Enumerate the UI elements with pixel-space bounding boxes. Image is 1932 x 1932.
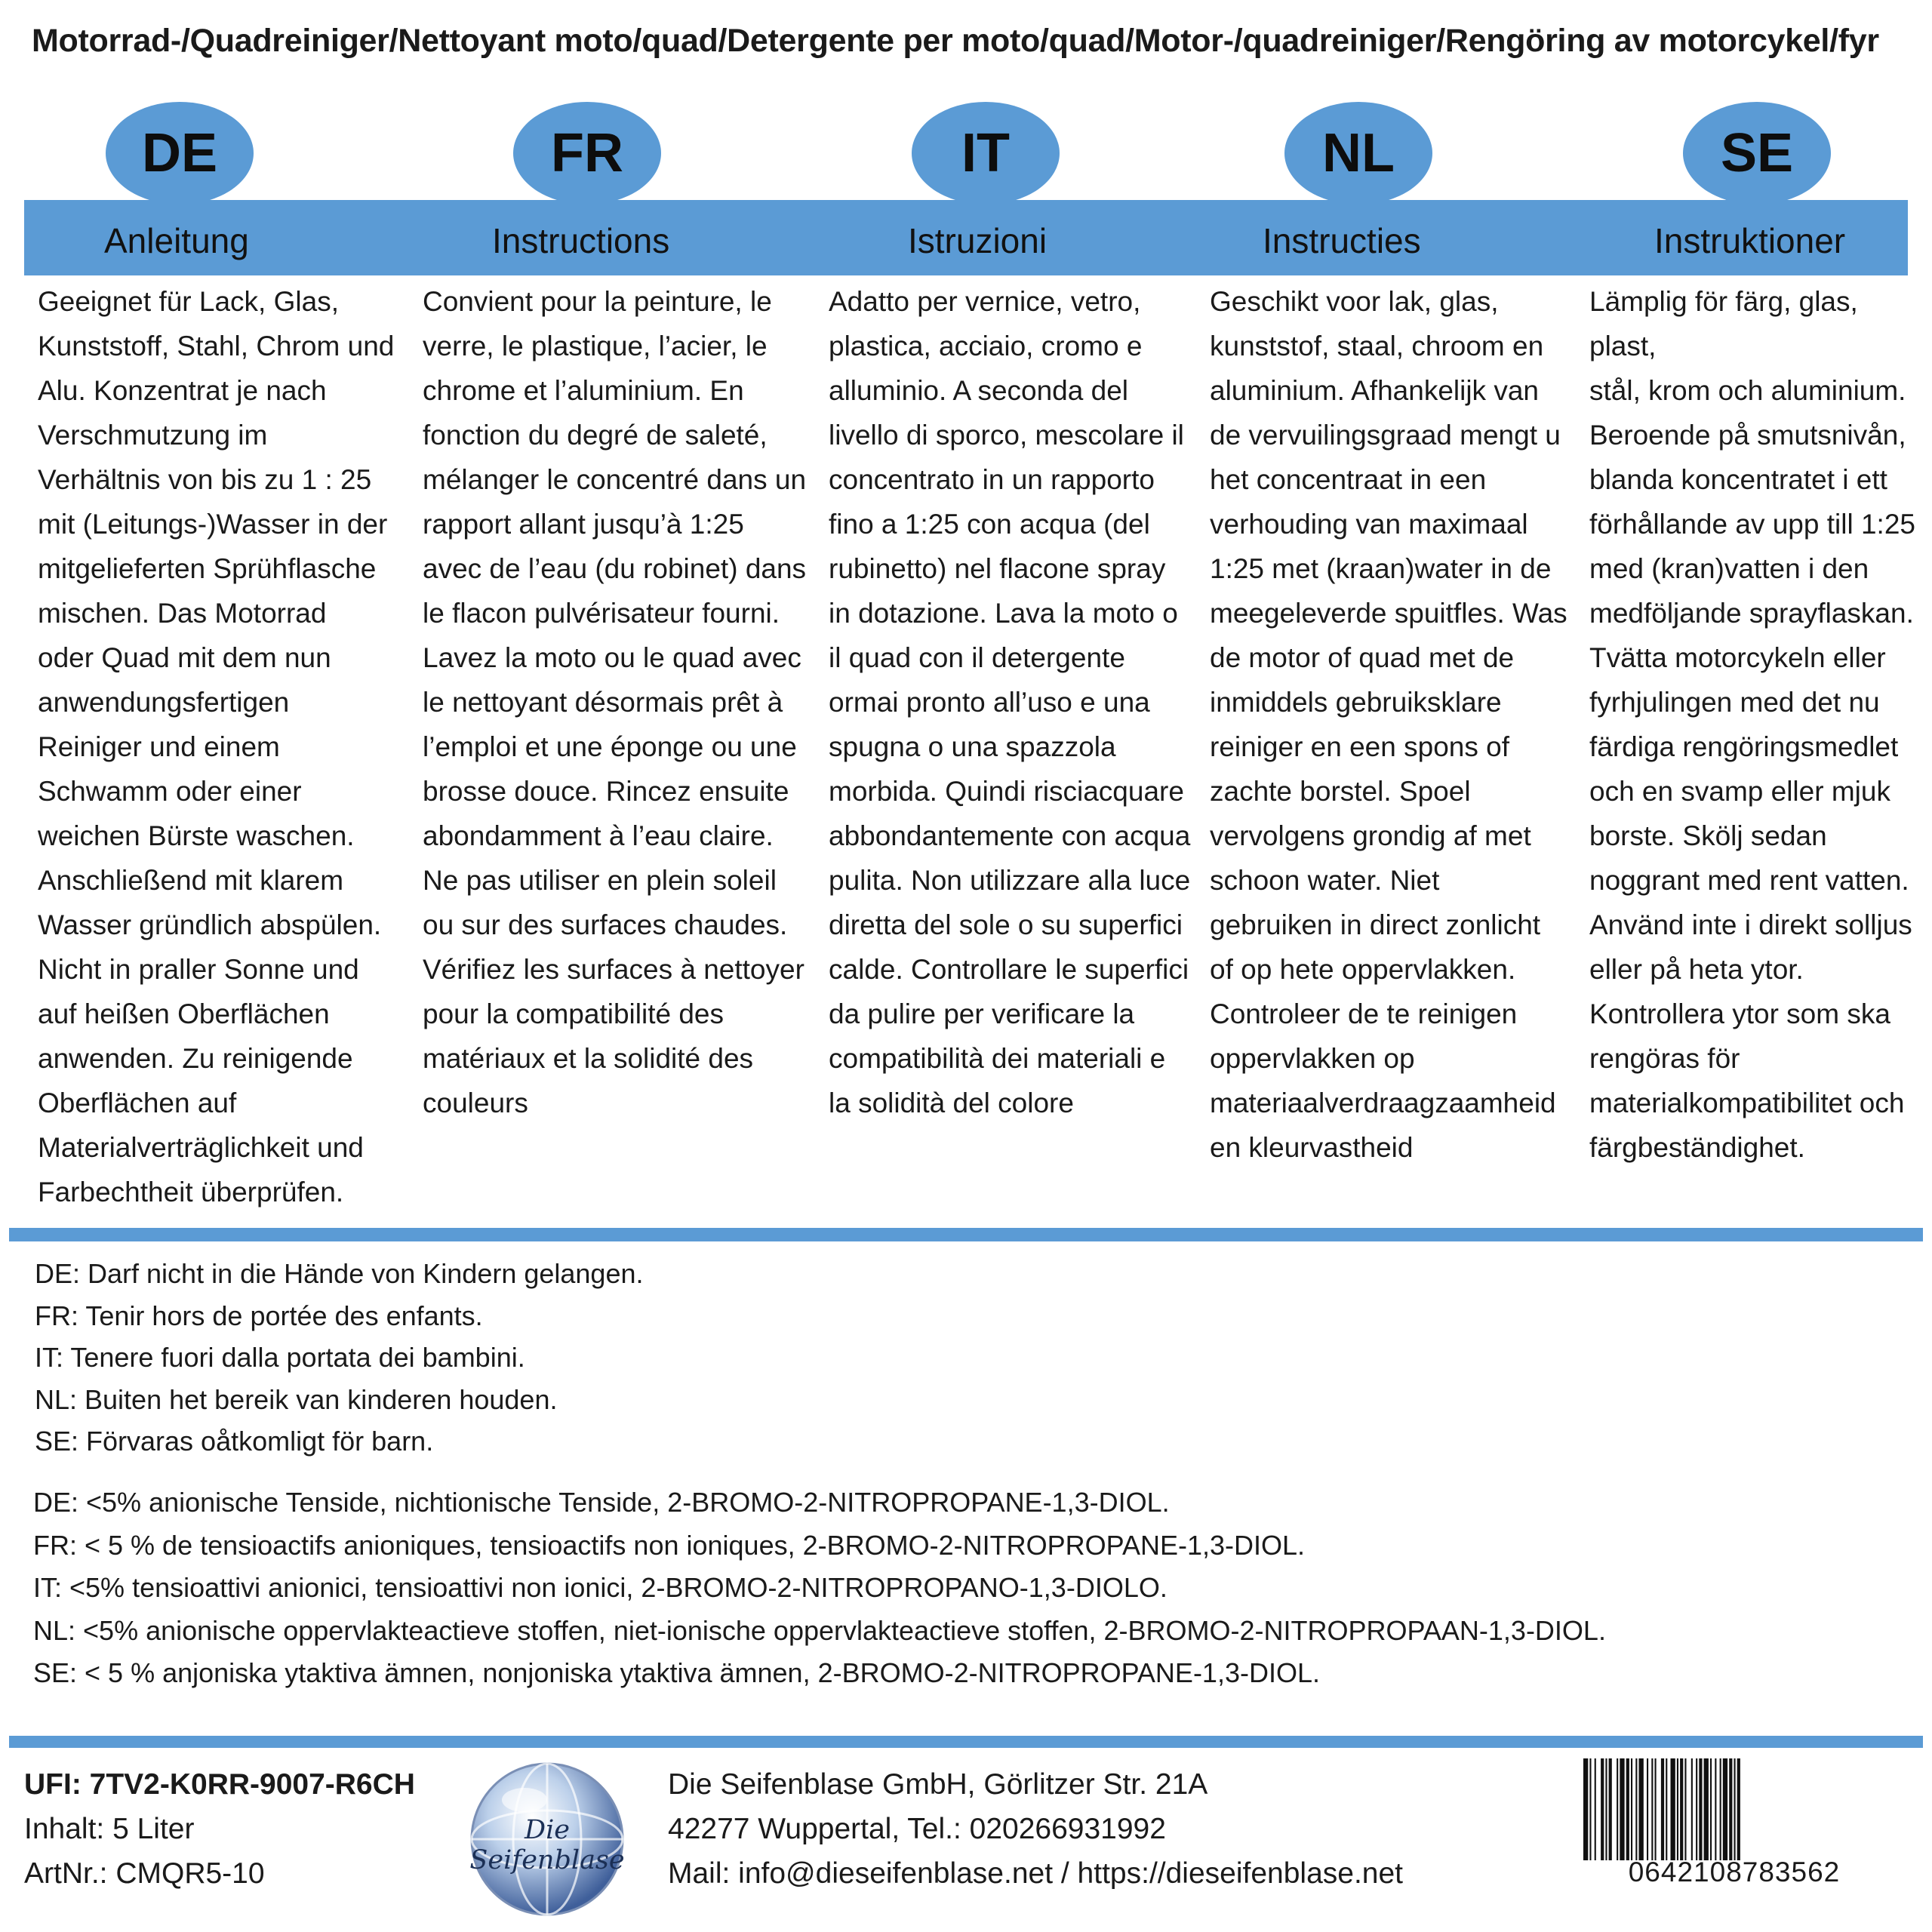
instruction-line: rengöras för [1589, 1043, 1740, 1074]
instruction-line: Reiniger und einem [38, 731, 280, 762]
product-info [24, 1762, 415, 1896]
instruction-line: abondamment à l’eau claire. [423, 820, 774, 851]
instruction-line: kunststof, staal, chroom en [1210, 331, 1544, 361]
instruction-line: Kontrollera ytor som ska [1589, 998, 1890, 1029]
instruction-line: stål, krom och aluminium. [1589, 375, 1906, 406]
heading-fr: Instructions [492, 221, 670, 260]
instruction-line: Verhältnis von bis zu 1 : 25 [38, 464, 372, 495]
ingredient-line: IT: <5% tensioattivi anionici, tensioattivi non ionici, 2-BROMO-2-NITROPROPANO-1,3-DIOLO. [33, 1572, 1168, 1603]
article-number: ArtNr.: CMQR5-10 [24, 1857, 265, 1890]
company-city-phone: 42277 Wuppertal, Tel.: 020266931992 [668, 1813, 1166, 1845]
instruction-line: reiniger en een spons of [1210, 731, 1509, 762]
instruction-line: mélanger le concentré dans un [423, 464, 807, 495]
barcode [1583, 1758, 1885, 1872]
ingredient-line: SE: < 5 % anjoniska ytaktiva ämnen, nonjoniska ytaktiva ämnen, 2-BROMO-2-NITROPROPANE-1,3-DIOL. [33, 1657, 1320, 1688]
instruction-line: inmiddels gebruiksklare [1210, 687, 1502, 718]
barcode-bar [1680, 1758, 1683, 1860]
instruction-line: oppervlakken op [1210, 1043, 1415, 1074]
company-name-street: Die Seifenblase GmbH, Görlitzer Str. 21A [668, 1768, 1208, 1801]
ufi-code: UFI: 7TV2-K0RR-9007-R6CH [24, 1768, 415, 1801]
barcode-bar [1729, 1758, 1732, 1860]
barcode-bar [1620, 1758, 1624, 1860]
barcode-bar [1671, 1758, 1675, 1860]
instruction-line: compatibilità dei materiali e [829, 1043, 1166, 1074]
instructions-de [38, 279, 394, 1214]
barcode-bar [1605, 1758, 1607, 1860]
barcode-bar [1583, 1758, 1588, 1860]
instruction-line: Adatto per vernice, vetro, [829, 286, 1141, 317]
instruction-line: weichen Bürste waschen. [38, 820, 355, 851]
instruction-line: brosse douce. Rincez ensuite [423, 776, 789, 807]
barcode-bar [1691, 1758, 1693, 1860]
instruction-line: Farbechtheit überprüfen. [38, 1177, 344, 1208]
instruction-line: matériaux et la solidité des [423, 1043, 754, 1074]
lang-badge-fr: FR [513, 102, 661, 205]
lang-badge-it: IT [912, 102, 1060, 205]
instruction-line: de vervuilingsgraad mengt u [1210, 420, 1561, 451]
barcode-bar [1595, 1758, 1596, 1860]
instruction-line: Lavez la moto ou le quad avec [423, 642, 801, 673]
barcode-bar [1696, 1758, 1697, 1860]
barcode-bar [1720, 1758, 1721, 1860]
instruction-line: fino a 1:25 con acqua (del [829, 509, 1150, 540]
barcode-bar [1651, 1758, 1653, 1860]
instruction-line: rapport allant jusqu’à 1:25 [423, 509, 744, 540]
instruction-line: de motor of quad met de [1210, 642, 1515, 673]
instruction-line: oder Quad mit dem nun [38, 642, 331, 673]
instruction-line: avec de l’eau (du robinet) dans [423, 553, 807, 584]
barcode-bar [1601, 1758, 1604, 1860]
barcode-bar [1704, 1758, 1709, 1860]
company-contact: Mail: info@dieseifenblase.net / https://dieseifenblase.net [668, 1857, 1404, 1890]
instruction-line: ormai pronto all’uso e una [829, 687, 1150, 718]
content-volume: Inhalt: 5 Liter [24, 1813, 195, 1845]
barcode-bar [1684, 1758, 1686, 1860]
instruction-line: le nettoyant désormais prêt à [423, 687, 783, 718]
instructions-it [829, 279, 1190, 1125]
barcode-bar [1737, 1758, 1740, 1860]
warning-line: NL: Buiten het bereik van kinderen houden. [35, 1383, 558, 1415]
barcode-bar [1589, 1758, 1591, 1860]
instructions-se [1589, 279, 1932, 1170]
instruction-line: Anschließend mit klarem [38, 865, 344, 896]
instruction-line: med (kran)vatten i den [1589, 553, 1869, 584]
divider-lower [9, 1736, 1923, 1748]
instruction-line: anwendungsfertigen [38, 687, 290, 718]
instruction-line: fyrhjulingen med det nu [1589, 687, 1880, 718]
barcode-bar [1639, 1758, 1644, 1860]
instruction-line: mitgelieferten Sprühflasche [38, 553, 377, 584]
instruction-line: l’emploi et une éponge ou une [423, 731, 797, 762]
instructions-nl [1210, 279, 1567, 1170]
barcode-bar [1723, 1758, 1727, 1860]
instruction-line: medföljande sprayflaskan. [1589, 598, 1914, 629]
instruction-line: pour la compatibilité des [423, 998, 724, 1029]
barcode-bar [1617, 1758, 1618, 1860]
instruction-line: en kleurvastheid [1210, 1132, 1414, 1163]
instruction-line: in dotazione. Lava la moto o [829, 598, 1178, 629]
instruction-line: Materialverträglichkeit und [38, 1132, 364, 1163]
instruction-line: verre, le plastique, l’acier, le [423, 331, 768, 361]
instruction-line: Ne pas utiliser en plein soleil [423, 865, 777, 896]
instruction-line: Nicht in praller Sonne und [38, 954, 359, 985]
instruction-line: färgbeständighet. [1589, 1132, 1805, 1163]
instruction-line: förhållande av upp till 1:25 [1589, 509, 1915, 540]
instruction-line: la solidità del colore [829, 1088, 1074, 1118]
instruction-line: chrome et l’aluminium. En [423, 375, 744, 406]
instruction-line: het concentraat in een [1210, 464, 1487, 495]
instruction-line: abbondantemente con acqua [829, 820, 1191, 851]
lang-badge-nl: NL [1284, 102, 1432, 205]
instructions-fr [423, 279, 806, 1125]
instruction-line: anwenden. Zu reinigende [38, 1043, 353, 1074]
warning-line: IT: Tenere fuori dalla portata dei bambini. [35, 1342, 525, 1373]
barcode-number: 0642108783562 [1628, 1857, 1841, 1887]
instruction-line: materiaalverdraagzaamheid [1210, 1088, 1556, 1118]
instruction-line: ou sur des surfaces chaudes. [423, 909, 788, 940]
instruction-line: aluminium. Afhankelijk van [1210, 375, 1539, 406]
instruction-line: färdiga rengöringsmedlet [1589, 731, 1899, 762]
instruction-line: mischen. Das Motorrad [38, 598, 327, 629]
barcode-bar [1666, 1758, 1667, 1860]
barcode-bar [1647, 1758, 1648, 1860]
instruction-line: Alu. Konzentrat je nach [38, 375, 327, 406]
instruction-line: spugna o una spazzola [829, 731, 1116, 762]
page-title: Motorrad-/Quadreiniger/Nettoyant moto/quad/Detergente per moto/quad/Motor-/quadreiniger/Rengöring av motorcykel/fyr [32, 23, 1879, 59]
instruction-line: Använd inte i direkt solljus [1589, 909, 1912, 940]
instruction-line: pulita. Non utilizzare alla luce [829, 865, 1191, 896]
instruction-line: Beroende på smutsnivån, [1589, 420, 1906, 451]
company-address [668, 1762, 1403, 1896]
warning-line: DE: Darf nicht in die Hände von Kindern gelangen. [35, 1258, 644, 1289]
instruction-line: diretta del sole o su superfici [829, 909, 1183, 940]
barcode-bar [1734, 1758, 1736, 1860]
instruction-line: Schwamm oder einer [38, 776, 302, 807]
barcode-bar [1655, 1758, 1657, 1860]
ingredient-line: DE: <5% anionische Tenside, nichtionische Tenside, 2-BROMO-2-NITROPROPANE-1,3-DIOL. [33, 1487, 1170, 1518]
barcode-bar [1677, 1758, 1678, 1860]
instruction-line: Vérifiez les surfaces à nettoyer [423, 954, 804, 985]
instruction-line: Controleer de te reinigen [1210, 998, 1518, 1029]
instruction-line: fonction du degré de saleté, [423, 420, 768, 451]
ingredients-list [33, 1481, 1606, 1695]
instruction-line: il quad con il detergente [829, 642, 1125, 673]
barcode-bar [1661, 1758, 1664, 1860]
heading-nl: Instructies [1263, 221, 1421, 260]
lang-badge-se: SE [1683, 102, 1831, 205]
divider-upper [9, 1228, 1923, 1241]
instruction-line: zachte borstel. Spoel [1210, 776, 1471, 807]
logo-wordmark: Die Seifenblase [469, 1815, 625, 1875]
instruction-line: morbida. Quindi risciacquare [829, 776, 1184, 807]
instruction-line: rubinetto) nel flacone spray [829, 553, 1166, 584]
company-logo [460, 1755, 634, 1924]
heading-se: Instruktioner [1654, 221, 1846, 260]
instruction-line: Oberflächen auf [38, 1088, 237, 1118]
instruction-line: schoon water. Niet [1210, 865, 1440, 896]
instruction-line: verhouding van maximaal [1210, 509, 1528, 540]
instruction-line: borste. Skölj sedan [1589, 820, 1827, 851]
instruction-line: materialkompatibilitet och [1589, 1088, 1905, 1118]
instruction-line: da pulire per verificare la [829, 998, 1135, 1029]
ingredient-line: NL: <5% anionische oppervlakteactieve stoffen, niet-ionische oppervlakteactieve stoffen, 2-BROMO-2-NITROPROPAAN-1,3-DIOL. [33, 1614, 1606, 1646]
instruction-line: Geeignet für Lack, Glas, [38, 286, 339, 317]
instruction-line: 1:25 met (kraan)water in de [1210, 553, 1552, 584]
barcode-bar [1710, 1758, 1712, 1860]
instruction-line: Wasser gründlich abspülen. [38, 909, 382, 940]
barcode-bar [1699, 1758, 1702, 1860]
instruction-line: Verschmutzung im [38, 420, 268, 451]
instruction-line: calde. Controllare le superfici [829, 954, 1189, 985]
instruction-line: of op hete oppervlakken. [1210, 954, 1516, 985]
barcode-bar [1635, 1758, 1637, 1860]
ingredient-line: FR: < 5 % de tensioactifs anioniques, tensioactifs non ioniques, 2-BROMO-2-NITROPROPANE-1,3-DIOL. [33, 1529, 1306, 1561]
heading-it: Istruzioni [908, 221, 1048, 260]
instruction-line: vervolgens grondig af met [1210, 820, 1531, 851]
instruction-line: Lämplig för färg, glas, plast, [1589, 286, 1858, 361]
instruction-line: eller på heta ytor. [1589, 954, 1804, 985]
instruction-line: Kunststoff, Stahl, Chrom und [38, 331, 395, 361]
instruction-line: le flacon pulvérisateur fourni. [423, 598, 780, 629]
barcode-bar [1626, 1758, 1629, 1860]
instruction-line: livello di sporco, mescolare il [829, 420, 1184, 451]
instruction-line: plastica, acciaio, cromo e [829, 331, 1143, 361]
heading-de: Anleitung [104, 221, 249, 260]
instruction-line: och en svamp eller mjuk [1589, 776, 1890, 807]
instruction-line: Geschikt voor lak, glas, [1210, 286, 1499, 317]
instruction-line: noggrant med rent vatten. [1589, 865, 1909, 896]
warning-line: FR: Tenir hors de portée des enfants. [35, 1300, 483, 1331]
instruction-line: blanda koncentratet i ett [1589, 464, 1887, 495]
instruction-line: Tvätta motorcykeln eller [1589, 642, 1886, 673]
lang-badge-de: DE [106, 102, 254, 205]
barcode-bar [1715, 1758, 1716, 1860]
instruction-line: Convient pour la peinture, le [423, 286, 772, 317]
instruction-line: auf heißen Oberflächen [38, 998, 330, 1029]
warning-line: SE: Förvaras oåtkomligt för barn. [35, 1426, 434, 1457]
instruction-line: mit (Leitungs-)Wasser in der [38, 509, 388, 540]
barcode-bar [1609, 1758, 1612, 1860]
warnings-list [35, 1253, 644, 1463]
instruction-line: alluminio. A seconda del [829, 375, 1128, 406]
instruction-line: meegeleverde spuitfles. Was [1210, 598, 1567, 629]
instruction-line: gebruiken in direct zonlicht [1210, 909, 1541, 940]
instruction-line: concentrato in un rapporto [829, 464, 1155, 495]
instruction-line: couleurs [423, 1088, 528, 1118]
barcode-bar [1631, 1758, 1632, 1860]
